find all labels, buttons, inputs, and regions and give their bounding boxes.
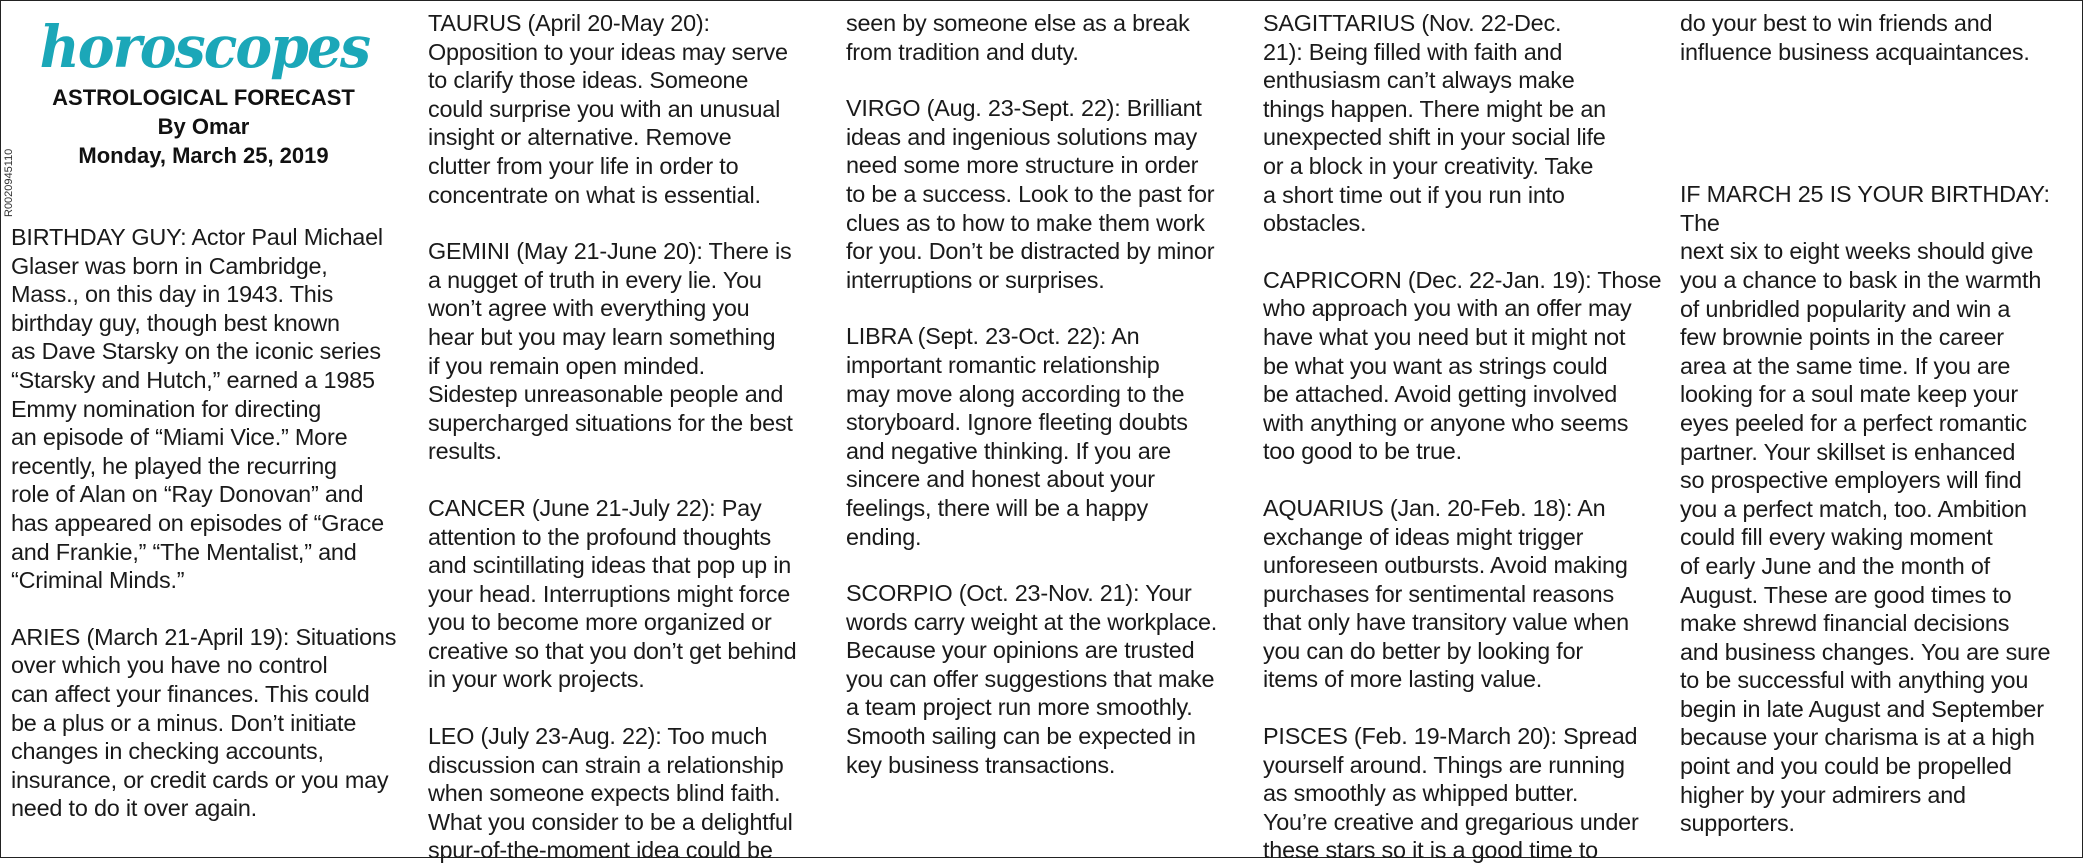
taurus-paragraph: TAURUS (April 20-May 20): Opposition to your ideas may serve to clarify those ideas. Someone could surprise you with an unusual insight or alternative. Remove clutter from your life in order to concentrate on what is essential. bbox=[428, 10, 788, 208]
side-reference-code: R0020945110 bbox=[3, 148, 15, 217]
pisces-paragraph-continued: do your best to win friends and influence business acquaintances. bbox=[1680, 10, 2030, 65]
libra-paragraph: LIBRA (Sept. 23-Oct. 22): An important romantic relationship may move along according to the storyboard. Ignore fleeting doubts and negative thinking. If you are sincere and honest about your feelings, there will be a happy ending. bbox=[846, 323, 1188, 550]
horoscopes-logo: horoscopes bbox=[39, 13, 370, 81]
aries-paragraph: ARIES (March 21-April 19): Situations over which you have no control can affect your finances. This could be a plus or a minus. Don’t initiate changes in checking accounts, insurance, or credit cards or you may need to do it over again. bbox=[11, 623, 397, 822]
capricorn-paragraph: CAPRICORN (Dec. 22-Jan. 19): Those who approach you with an offer may have what you need but it might not be what you want as strings could be attached. Avoid getting involved with anything or anyone who seems too good to be true. bbox=[1263, 266, 1662, 465]
gemini-paragraph: GEMINI (May 21-June 20): There is a nugget of truth in every lie. You won’t agree with everything you hear but you may learn something if you remain open minded. Sidestep unreasonable people and supercharged situations for the best results. bbox=[428, 238, 793, 465]
leo-paragraph-continued: seen by someone else as a break from tradition and duty. bbox=[846, 10, 1190, 65]
birthday-forecast-paragraph: IF MARCH 25 IS YOUR BIRTHDAY: The next six to eight weeks should give you a chance to bask in the warmth of unbridled popularity and win a few brownie points in the career area at the same time. If you are looking for a soul mate keep your eyes peeled for a perfect romantic partner. Your skillset is enhanced so prospective employers will find you a perfect match, too. Ambition could fill every waking moment of early June and the month of August. These are good times to make shrewd financial decisions and business changes. You are sure to be successful with anything you begin in late August and September because your charisma is at a high point and you could be propelled higher by your admirers and supporters. bbox=[1680, 181, 2051, 837]
virgo-paragraph: VIRGO (Aug. 23-Sept. 22): Brilliant ideas and ingenious solutions may need some more structure in order to be a success. Look to the past for clues as to how to make them work for you. Don’t be distracted by minor interruptions or surprises. bbox=[846, 95, 1215, 293]
column-2 bbox=[428, 9, 828, 865]
column-4 bbox=[1263, 9, 1663, 865]
forecast-subtitle: ASTROLOGICAL FORECAST bbox=[52, 85, 355, 110]
birthday-guy-paragraph: BIRTHDAY GUY: Actor Paul Michael Glaser was born in Cambridge, Mass., on this day in 1943. This birthday guy, though best known as Dave Starsky on the iconic series “Starsky and Hutch,” earned a 1985 Emmy nomination for directing an episode of “Miami Vice.” More recently, he played the recurring role of Alan on “Ray Donovan” and has appeared on episodes of “Grace and Frankie,” “The Mentalist,” and “Criminal Minds.” bbox=[11, 224, 384, 594]
pisces-paragraph: PISCES (Feb. 19-March 20): Spread yourself around. Things are running as smoothly as whipped butter. You’re creative and gregarious under these stars so it is a good time to bbox=[1263, 723, 1639, 864]
byline: By Omar bbox=[157, 114, 250, 139]
scorpio-paragraph: SCORPIO (Oct. 23-Nov. 21): Your words carry weight at the workplace. Because your opinions are trusted you can offer suggestions that make a team project run more smoothly. Smooth sailing can be expected in key business transactions. bbox=[846, 580, 1218, 778]
publication-date: Monday, March 25, 2019 bbox=[78, 143, 329, 168]
aquarius-paragraph: AQUARIUS (Jan. 20-Feb. 18): An exchange of ideas might trigger unforeseen outbursts. Avoid making purchases for sentimental reasons that only have transitory value when you can do better by looking for items of more lasting value. bbox=[1263, 494, 1629, 693]
sagittarius-paragraph: SAGITTARIUS (Nov. 22-Dec. 21): Being filled with faith and enthusiasm can’t always make things happen. There might be an unexpected shift in your social life or a block in your creativity. Take a short time out if you run into obstacles. bbox=[1263, 10, 1606, 237]
masthead bbox=[31, 11, 376, 170]
column-1 bbox=[11, 223, 411, 823]
column-5 bbox=[1680, 9, 2075, 838]
leo-paragraph: LEO (July 23-Aug. 22): Too much discussion can strain a relationship when someone expects blind faith. What you consider to be a delightful spur-of-the-moment idea could be bbox=[428, 723, 793, 864]
cancer-paragraph: CANCER (June 21-July 22): Pay attention to the profound thoughts and scintillating ideas that pop up in your head. Interruptions might force you to become more organized or creative so that you don’t get behind in your work projects. bbox=[428, 494, 797, 693]
column-3 bbox=[846, 9, 1251, 779]
